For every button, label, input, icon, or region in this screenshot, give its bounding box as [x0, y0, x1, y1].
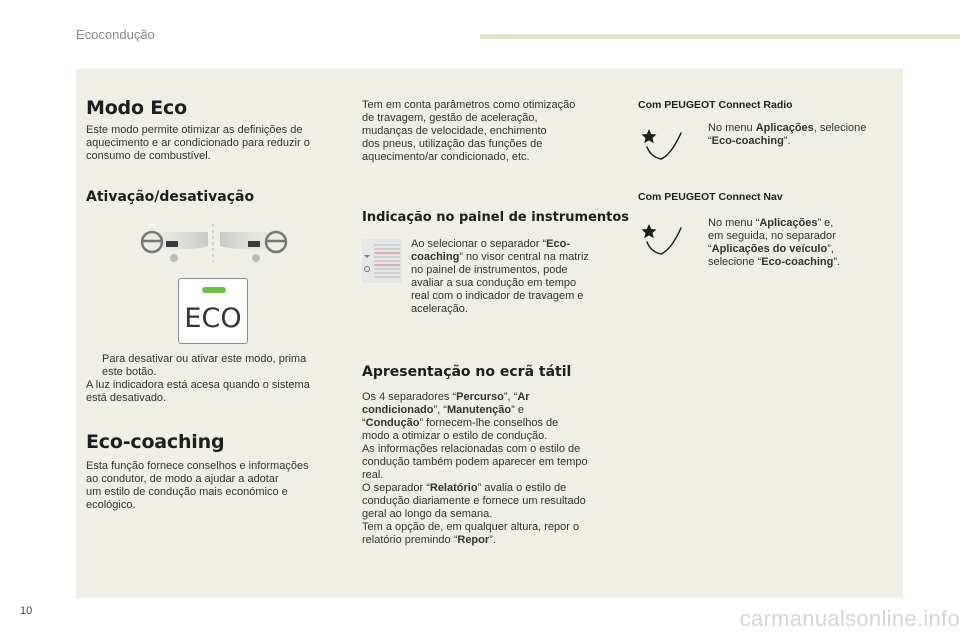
- indicator-line: está desativado.: [86, 392, 167, 404]
- text-line: “Condução” fornecem-lhe conselhos de: [362, 417, 559, 429]
- text-line: O separador “Relatório” avalia o estilo de: [362, 482, 567, 494]
- text-line: “Eco-coaching”.: [708, 135, 791, 147]
- eco-button-location-left: [166, 241, 178, 247]
- text-line: condução diariamente e fornece um resultado: [362, 495, 586, 507]
- instruction-line: Para desativar ou ativar este modo, prima: [102, 353, 307, 365]
- connect-radio-heading: Com PEUGEOT Connect Radio: [638, 99, 793, 111]
- text-line: “Aplicações do veículo”,: [708, 243, 834, 255]
- activation-instructions: [86, 353, 348, 405]
- text-line: real com o indicador de travagem e: [411, 290, 584, 302]
- connect-nav-text: [692, 217, 902, 269]
- touchscreen-press-icon: [641, 125, 687, 165]
- header-bar: [480, 34, 960, 39]
- activation-heading-wrap: [86, 189, 254, 205]
- text-line: No menu Aplicações, selecione: [708, 122, 867, 134]
- instrument-cluster-thumbnail: [362, 239, 402, 283]
- text-line: selecione “Eco-coaching”.: [708, 256, 841, 268]
- star-icon: [642, 224, 657, 238]
- modo-eco-section: [86, 97, 187, 119]
- touchscreen-press-icon: [641, 220, 687, 260]
- text-line: relatório premindo “Repor”.: [362, 534, 496, 546]
- text-line: condução também podem aparecer em tempo: [362, 456, 588, 468]
- text-line: aquecimento e ar condicionado para reduzir o: [86, 137, 310, 149]
- modo-eco-title: Modo Eco: [86, 97, 187, 119]
- dashboard-illustration: [128, 222, 298, 266]
- parameters-intro: [362, 99, 622, 164]
- touch-text: [362, 391, 624, 547]
- cluster-heading: Indicação no painel de instrumentos: [362, 210, 630, 225]
- eco-coaching-title: Eco-coaching: [86, 431, 225, 453]
- text-line: No menu “Aplicações” e,: [708, 217, 834, 229]
- text-line: Esta função fornece conselhos e informações: [86, 460, 309, 472]
- text-line: coaching” no visor central na matriz: [411, 251, 589, 263]
- text-line: de travagem, gestão de aceleração,: [362, 112, 538, 124]
- cluster-heading-wrap: [362, 210, 629, 225]
- connect-nav-heading: Com PEUGEOT Connect Nav: [638, 191, 783, 203]
- text-line: dos pneus, utilização das funções de: [362, 138, 543, 150]
- text-line: condicionado”, “Manutenção” e: [362, 404, 524, 416]
- eco-indicator-light: [202, 287, 226, 293]
- eco-coaching-section: [86, 431, 224, 453]
- text-line: no painel de instrumentos, pode: [411, 264, 568, 276]
- indicator-line: A luz indicadora está acesa quando o sistema: [86, 379, 310, 391]
- text-line: ecológico.: [86, 499, 136, 511]
- text-line: avaliar a sua condução em tempo: [411, 277, 577, 289]
- activation-heading: Ativação/desativação: [86, 189, 255, 205]
- eco-coaching-text: [86, 460, 348, 512]
- eco-button-location-right: [248, 241, 260, 247]
- connect-radio-text: [692, 122, 902, 148]
- footer-watermark: carmanualsonline.info: [739, 606, 960, 631]
- text-line: mudanças de velocidade, enchimento: [362, 125, 547, 137]
- instruction-line: este botão.: [102, 366, 157, 378]
- text-line: Os 4 separadores “Percurso”, “Ar: [362, 391, 530, 403]
- eco-button-illustration: [178, 278, 248, 344]
- touch-heading: Apresentação no ecrã tátil: [362, 364, 572, 380]
- cluster-text: [411, 238, 623, 316]
- star-icon: [642, 129, 657, 143]
- text-line: aceleração.: [411, 303, 468, 315]
- text-line: um estilo de condução mais económico e: [86, 486, 288, 498]
- text-line: Ao selecionar o separador “Eco-: [411, 238, 570, 250]
- text-line: modo a otimizar o estilo de condução.: [362, 430, 548, 442]
- text-line: consumo de combustível.: [86, 150, 211, 162]
- text-line: Tem a opção de, em qualquer altura, repor o: [362, 521, 580, 533]
- text-line: em seguida, no separador: [708, 230, 836, 242]
- text-line: aquecimento/ar condicionado, etc.: [362, 151, 530, 163]
- text-line: geral ao longo da semana.: [362, 508, 493, 520]
- text-line: Este modo permite otimizar as definições de: [86, 124, 303, 136]
- section-title: Ecocondução: [76, 27, 155, 42]
- text-line: real.: [362, 469, 384, 481]
- text-line: ao condutor, de modo a ajudar a adotar: [86, 473, 279, 485]
- text-line: As informações relacionadas com o estilo de: [362, 443, 581, 455]
- text-line: Tem em conta parâmetros como otimização: [362, 99, 576, 111]
- page-number: 10: [20, 605, 33, 617]
- modo-eco-intro: [86, 124, 346, 163]
- eco-button-label: ECO: [184, 303, 242, 334]
- touch-heading-wrap: [362, 364, 571, 380]
